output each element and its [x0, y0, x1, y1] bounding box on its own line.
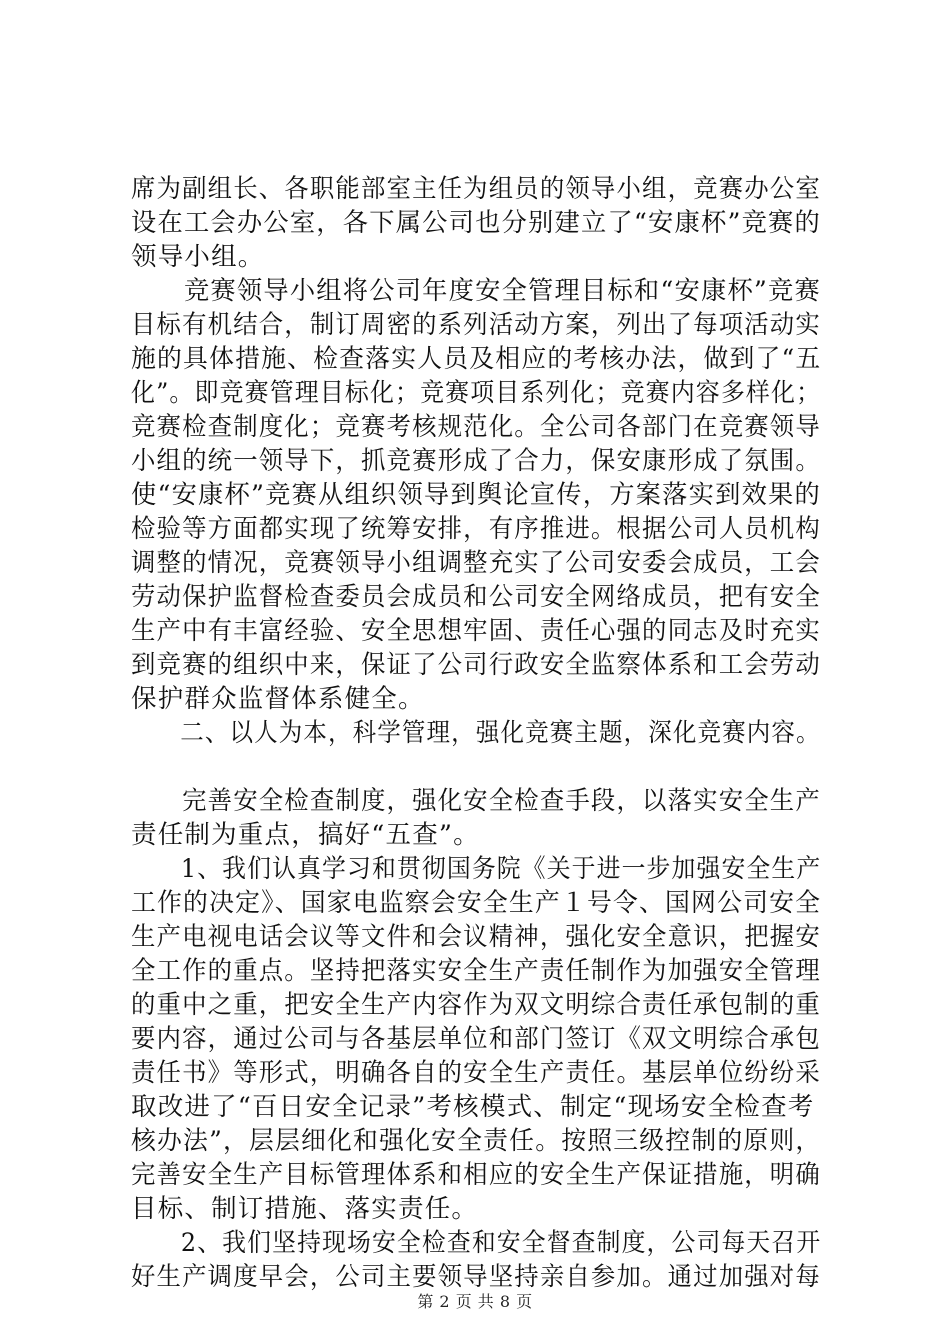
paragraph-line: 化”。即竞赛管理目标化；竞赛项目系列化；竞赛内容多样化；: [131, 378, 822, 408]
paragraph-line: 领导小组。: [131, 242, 265, 272]
paragraph-line: 核办法”，层层细化和强化安全责任。按照三级控制的原则，: [131, 1126, 822, 1156]
paragraph-line: 席为副组长、各职能部室主任为组员的领导小组，竞赛办公室: [131, 174, 821, 204]
paragraph-line: 使“安康杯”竞赛从组织领导到舆论宣传，方案落实到效果的: [131, 480, 821, 510]
paragraph-line: 调整的情况，竞赛领导小组调整充实了公司安委会成员，工会: [131, 548, 821, 578]
paragraph-line: 目标、制订措施、落实责任。: [131, 1194, 479, 1224]
paragraph-line: 全工作的重点。坚持把落实安全生产责任制作为加强安全管理: [131, 956, 821, 986]
page-number-footer: 第 2 页 共 8 页: [417, 1292, 533, 1311]
paragraph-line: 责任制为重点，搞好“五查”。: [131, 820, 480, 850]
paragraph-line: 目标有机结合，制订周密的系列活动方案，列出了每项活动实: [131, 310, 821, 340]
paragraph-line: 完善安全生产目标管理体系和相应的安全生产保证措施，明确: [131, 1160, 821, 1190]
paragraph-line: 生产中有丰富经验、安全思想牢固、责任心强的同志及时充实: [131, 616, 821, 646]
paragraph-line: 2、我们坚持现场安全检查和安全督查制度，公司每天召开: [131, 1228, 822, 1258]
paragraph-line: 劳动保护监督检查委员会成员和公司安全网络成员，把有安全: [131, 582, 821, 612]
paragraph-line: 工作的决定》、国家电监察会安全生产１号令、国网公司安全: [131, 888, 822, 918]
paragraph-line: 保护群众监督体系健全。: [131, 684, 425, 714]
paragraph-line: 施的具体措施、检查落实人员及相应的考核办法，做到了“五: [131, 344, 822, 374]
paragraph-line: 好生产调度早会，公司主要领导坚持亲自参加。通过加强对每: [131, 1262, 821, 1292]
paragraph-line: 设在工会办公室，各下属公司也分别建立了“安康杯”竞赛的: [131, 208, 821, 238]
paragraph-line: 小组的统一领导下，抓竞赛形成了合力，保安康形成了氛围。: [131, 446, 821, 476]
paragraph-line: 完善安全检查制度，强化安全检查手段，以落实安全生产: [131, 786, 821, 816]
paragraph-line: 要内容，通过公司与各基层单位和部门签订《双文明综合承包: [131, 1024, 821, 1054]
paragraph-line: 竞赛领导小组将公司年度安全管理目标和“安康杯”竞赛: [131, 276, 821, 306]
paragraph-line: 生产电视电话会议等文件和会议精神，强化安全意识，把握安: [131, 922, 821, 952]
paragraph-line: 竞赛检查制度化；竞赛考核规范化。全公司各部门在竞赛领导: [131, 412, 821, 442]
section-heading: 二、以人为本，科学管理，强化竞赛主题，深化竞赛内容。: [131, 718, 821, 748]
paragraph-line: 1、我们认真学习和贯彻国务院《关于进一步加强安全生产: [131, 854, 822, 884]
paragraph-line: 检验等方面都实现了统筹安排，有序推进。根据公司人员机构: [131, 514, 821, 544]
paragraph-line: 取改进了“百日安全记录”考核模式、制定“现场安全检查考: [131, 1092, 815, 1122]
paragraph-line: 到竞赛的组织中来，保证了公司行政安全监察体系和工会劳动: [131, 650, 821, 680]
paragraph-line: 责任书》等形式，明确各自的安全生产责任。基层单位纷纷采: [131, 1058, 821, 1088]
paragraph-line: 的重中之重，把安全生产内容作为双文明综合责任承包制的重: [131, 990, 821, 1020]
